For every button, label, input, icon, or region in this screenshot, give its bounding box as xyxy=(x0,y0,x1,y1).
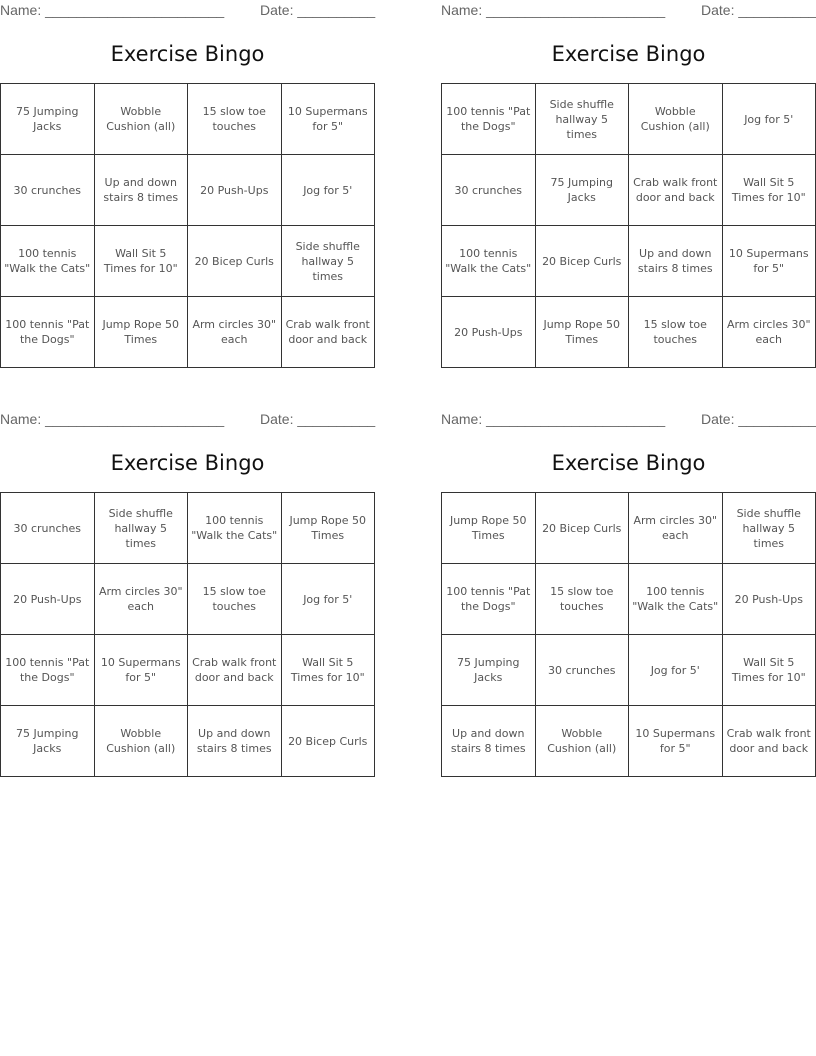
grid-row xyxy=(1,706,375,777)
bingo-cell: 10 Supermans for 5" xyxy=(629,706,723,777)
bingo-cell: 100 tennis "Walk the Cats" xyxy=(442,226,536,297)
date-field: Date: __________ xyxy=(701,2,816,18)
grid-row xyxy=(1,635,375,706)
bingo-cell: Arm circles 30" each xyxy=(94,564,188,635)
bingo-cell: Jump Rope 50 Times xyxy=(281,493,375,564)
bingo-cell: 100 tennis "Pat the Dogs" xyxy=(1,635,95,706)
card-title: Exercise Bingo xyxy=(110,42,265,66)
bingo-cell: Side shuffle hallway 5 times xyxy=(281,226,375,297)
bingo-cell: Wall Sit 5 Times for 10" xyxy=(722,155,816,226)
bingo-cell: Jump Rope 50 Times xyxy=(535,297,629,368)
bingo-cell: Crab walk front door and back xyxy=(629,155,723,226)
grid-row xyxy=(442,706,816,777)
bingo-cell: Arm circles 30" each xyxy=(722,297,816,368)
grid-row xyxy=(442,226,816,297)
name-field: Name: _______________________ xyxy=(0,2,225,18)
grid-row xyxy=(442,564,816,635)
grid-row xyxy=(1,84,375,155)
bingo-grid xyxy=(441,492,816,777)
bingo-cell: 20 Push-Ups xyxy=(188,155,282,226)
date-field: Date: __________ xyxy=(701,411,816,427)
bingo-cell: Crab walk front door and back xyxy=(281,297,375,368)
bingo-cell: 15 slow toe touches xyxy=(188,84,282,155)
bingo-cell: Up and down stairs 8 times xyxy=(442,706,536,777)
grid-row xyxy=(1,226,375,297)
date-field: Date: __________ xyxy=(260,2,376,18)
bingo-cell: 30 crunches xyxy=(442,155,536,226)
bingo-card-1 xyxy=(0,0,375,372)
bingo-cell: 10 Supermans for 5" xyxy=(281,84,375,155)
bingo-cell: 100 tennis "Walk the Cats" xyxy=(188,493,282,564)
grid-row xyxy=(1,155,375,226)
bingo-cell: 100 tennis "Walk the Cats" xyxy=(629,564,723,635)
grid-row xyxy=(442,84,816,155)
bingo-cell: 20 Bicep Curls xyxy=(535,493,629,564)
bingo-cell: 75 Jumping Jacks xyxy=(535,155,629,226)
bingo-cell: Side shuffle hallway 5 times xyxy=(535,84,629,155)
grid-row xyxy=(442,493,816,564)
date-field: Date: __________ xyxy=(260,411,376,427)
grid-row xyxy=(442,635,816,706)
grid-row xyxy=(442,155,816,226)
name-field: Name: _______________________ xyxy=(441,2,666,18)
bingo-cell: 15 slow toe touches xyxy=(188,564,282,635)
bingo-cell: Up and down stairs 8 times xyxy=(94,155,188,226)
bingo-cell: 20 Bicep Curls xyxy=(535,226,629,297)
bingo-cell: Jog for 5' xyxy=(281,155,375,226)
bingo-cell: 20 Bicep Curls xyxy=(281,706,375,777)
card-title: Exercise Bingo xyxy=(551,42,706,66)
bingo-cell: Wall Sit 5 Times for 10" xyxy=(94,226,188,297)
bingo-grid xyxy=(441,83,816,368)
bingo-cell: 10 Supermans for 5" xyxy=(722,226,816,297)
bingo-cell: Jump Rope 50 Times xyxy=(442,493,536,564)
grid-row xyxy=(442,297,816,368)
card-title: Exercise Bingo xyxy=(110,451,265,475)
bingo-cell: 20 Push-Ups xyxy=(1,564,95,635)
bingo-cell: Jog for 5' xyxy=(722,84,816,155)
bingo-cell: Side shuffle hallway 5 times xyxy=(94,493,188,564)
bingo-cell: 75 Jumping Jacks xyxy=(442,635,536,706)
name-field: Name: _______________________ xyxy=(441,411,666,427)
bingo-cell: 15 slow toe touches xyxy=(535,564,629,635)
bingo-cell: 30 crunches xyxy=(535,635,629,706)
bingo-cell: Arm circles 30" each xyxy=(629,493,723,564)
grid-row xyxy=(1,297,375,368)
bingo-cell: 30 crunches xyxy=(1,155,95,226)
name-field: Name: _______________________ xyxy=(0,411,225,427)
bingo-cell: Arm circles 30" each xyxy=(188,297,282,368)
bingo-cell: Wobble Cushion (all) xyxy=(629,84,723,155)
bingo-cell: 20 Push-Ups xyxy=(722,564,816,635)
bingo-cell: Wobble Cushion (all) xyxy=(94,84,188,155)
bingo-cell: 100 tennis "Pat the Dogs" xyxy=(1,297,95,368)
bingo-cell: Up and down stairs 8 times xyxy=(188,706,282,777)
bingo-grid xyxy=(0,492,375,777)
bingo-cell: 20 Push-Ups xyxy=(442,297,536,368)
bingo-cell: Jump Rope 50 Times xyxy=(94,297,188,368)
bingo-cell: Wall Sit 5 Times for 10" xyxy=(281,635,375,706)
bingo-cell: Jog for 5' xyxy=(629,635,723,706)
bingo-cell: Wobble Cushion (all) xyxy=(94,706,188,777)
grid-row xyxy=(1,564,375,635)
bingo-cell: Wall Sit 5 Times for 10" xyxy=(722,635,816,706)
bingo-grid xyxy=(0,83,375,368)
bingo-cell: Up and down stairs 8 times xyxy=(629,226,723,297)
bingo-cell: 15 slow toe touches xyxy=(629,297,723,368)
bingo-cell: Crab walk front door and back xyxy=(188,635,282,706)
grid-row xyxy=(1,493,375,564)
bingo-cell: Side shuffle hallway 5 times xyxy=(722,493,816,564)
bingo-cell: 30 crunches xyxy=(1,493,95,564)
bingo-card-2 xyxy=(441,0,816,372)
bingo-cell: 20 Bicep Curls xyxy=(188,226,282,297)
bingo-cell: Jog for 5' xyxy=(281,564,375,635)
bingo-cell: Crab walk front door and back xyxy=(722,706,816,777)
bingo-card-4 xyxy=(441,409,816,781)
bingo-cell: 75 Jumping Jacks xyxy=(1,706,95,777)
bingo-cell: 100 tennis "Pat the Dogs" xyxy=(442,564,536,635)
bingo-cell: 75 Jumping Jacks xyxy=(1,84,95,155)
bingo-cell: Wobble Cushion (all) xyxy=(535,706,629,777)
bingo-cell: 100 tennis "Walk the Cats" xyxy=(1,226,95,297)
bingo-cell: 100 tennis "Pat the Dogs" xyxy=(442,84,536,155)
card-title: Exercise Bingo xyxy=(551,451,706,475)
bingo-cell: 10 Supermans for 5" xyxy=(94,635,188,706)
bingo-card-3 xyxy=(0,409,375,781)
